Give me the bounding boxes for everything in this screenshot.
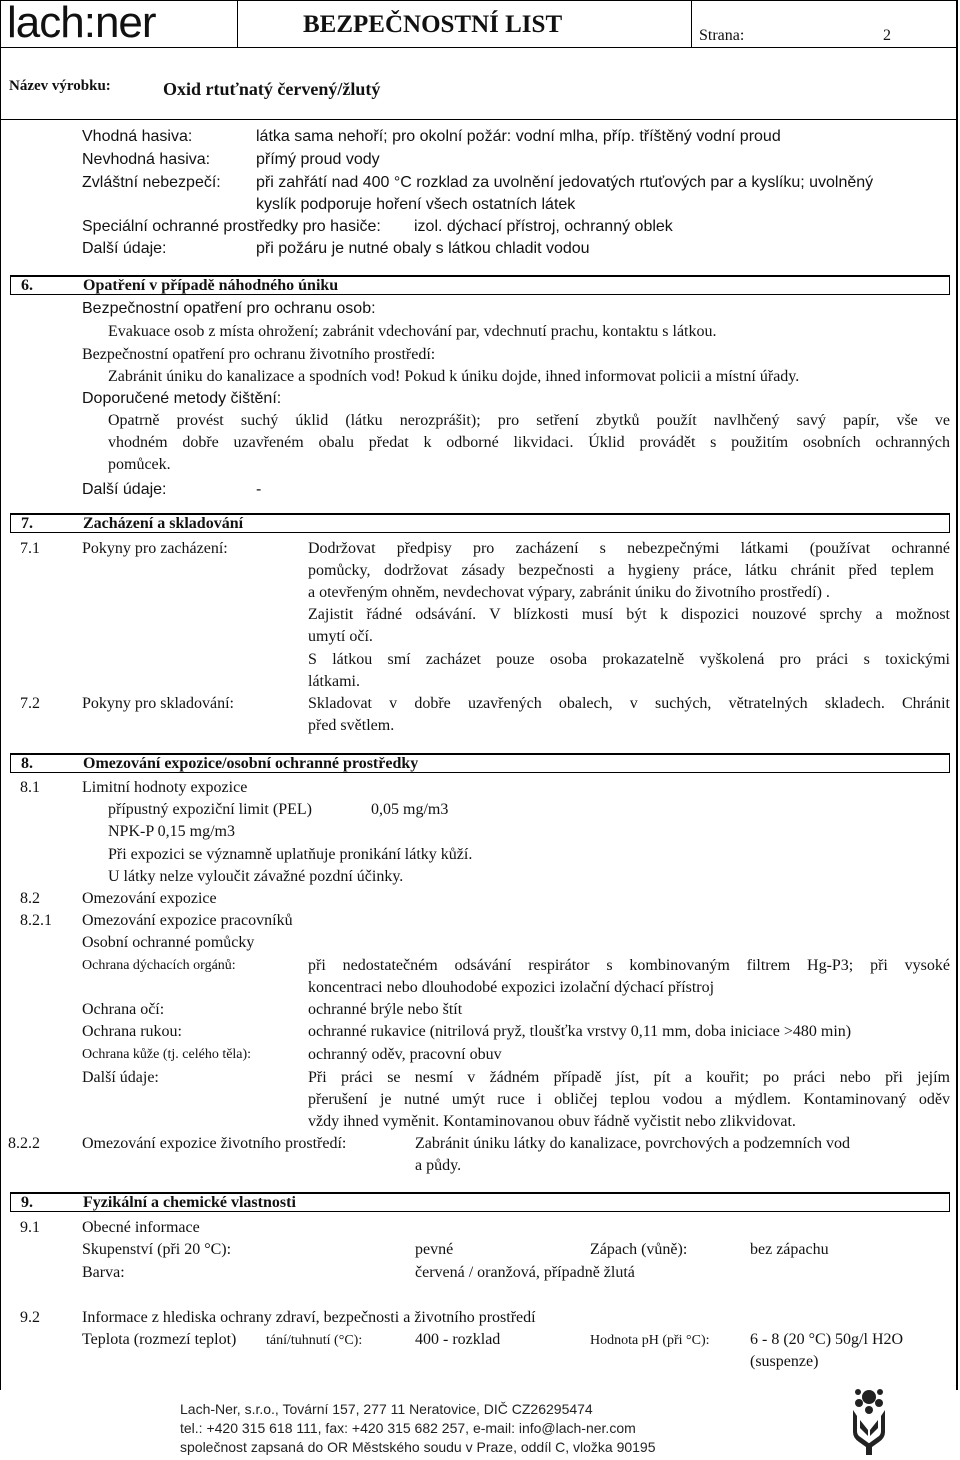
fire-other-label: Další údaje: (82, 240, 167, 257)
s8-2-1-label: Omezování expozice pracovníků (82, 912, 293, 929)
s8-1-number: 8.1 (20, 779, 40, 796)
section-7-title: Zacházení a skladování (83, 515, 244, 532)
s7-1-number: 7.1 (20, 540, 40, 557)
s7-1-line-7: látkami. (308, 673, 360, 690)
page-label: Strana: (699, 27, 745, 44)
s8-skin: Při expozici se významně uplatňuje pronikání látky kůží. (108, 846, 473, 863)
s7-1-line-5: umytí očí. (308, 628, 373, 645)
fire-value-3: při zahřátí nad 400 °C rozklad za uvolnění jedovatých rtuťových par a kyslíku; uvolněný (256, 174, 874, 191)
s8-hand-label: Ochrana rukou: (82, 1023, 182, 1040)
s6-clean-line-1: Opatrně provést suchý úklid (látku nerozprášit); pro setření zbytků použít navlhčený savý papír, vše ve (108, 412, 950, 429)
fire-special-value: izol. dýchací přístroj, ochranný oblek (414, 218, 673, 235)
s8-resp-line-2: koncentraci nebo dlouhodobé expozici izolační dýchací přístroj (308, 979, 715, 996)
section-6-header (10, 275, 950, 295)
section-9-title: Fyzikální a chemické vlastnosti (83, 1194, 296, 1211)
product-name: Oxid rtuťnatý červený/žlutý (163, 79, 381, 99)
s8-pel-value: 0,05 mg/m3 (371, 801, 449, 818)
s8-1-label: Limitní hodnoty expozice (82, 779, 248, 796)
company-footer (180, 1400, 656, 1457)
s8-2-2-number: 8.2.2 (8, 1135, 40, 1152)
product-label: Název výrobku: (9, 78, 111, 94)
s8-env-line-1: Zabránit úniku látky do kanalizace, povrchových a podzemních vod (415, 1135, 850, 1152)
s8-body-value: ochranný oděv, pracovní obuv (308, 1046, 502, 1063)
fire-other-value: při požáru je nutné obaly s látkou chladit vodou (256, 240, 590, 257)
fire-special-label: Speciální ochranné prostředky pro hasiče: (82, 218, 381, 235)
fire-value-1: látka sama nehoří; pro okolní požár: vodní mlha, příp. tříštěný vodní proud (256, 128, 781, 145)
s8-2-2-label: Omezování expozice životního prostředí: (82, 1135, 347, 1152)
s7-1-line-3: a otevřeným ohněm, nevdechovat výpary, zabránit úniku do životního prostředí) . (308, 584, 830, 601)
s8-resp-line-1: při nedostatečném odsávání respirátor s kombinovaným filtrem Hg-P3; při vysoké (308, 957, 950, 974)
fire-label-2: Nevhodná hasiva: (82, 151, 211, 168)
product-row (0, 48, 958, 120)
s8-other-line-2: přerušení je nutné umýt ruce i obličej teplou vodou a mýdlem. Kontaminovaný oděv (308, 1091, 950, 1108)
s6-clean-line-2: vhodném dobře uzavřeném obalu předat k odborné likvidaci. Úklid provádět s použitím osobních ochranných (108, 434, 950, 451)
fire-label-1: Vhodná hasiva: (82, 128, 193, 145)
s8-other-label: Další údaje: (82, 1069, 159, 1086)
s8-2-number: 8.2 (20, 890, 40, 907)
s9-temp-label-a: Teplota (rozmezí teplot) (82, 1331, 237, 1348)
s8-other-line-1: Při práci se nesmí v žádném případě jíst, pít a kouřit; po práci nebo při jejím (308, 1069, 950, 1086)
s9-color-label: Barva: (82, 1264, 125, 1281)
s8-body-label: Ochrana kůže (tj. celého těla): (82, 1047, 252, 1062)
s6-clean-label: Doporučené metody čištění: (82, 390, 282, 407)
s9-smell-value: bez zápachu (750, 1241, 829, 1258)
document-title: BEZPEČNOSTNÍ LIST (303, 11, 563, 38)
s7-1-line-6: S látkou smí zacházet pouze osoba prokazatelně vyškolená pro práci s toxickými (308, 651, 950, 668)
s8-eye-value: ochranné brýle nebo štít (308, 1001, 463, 1018)
s9-ph-value-2: (suspenze) (750, 1353, 819, 1370)
section-6-title: Opatření v případě náhodného úniku (83, 277, 339, 294)
s8-late: U látky nelze vyloučit závažné pozdní účinky. (108, 868, 404, 885)
fire-value-2: přímý proud vody (256, 151, 380, 168)
s9-1-number: 9.1 (20, 1219, 40, 1236)
s6-env-label: Bezpečnostní opatření pro ochranu životního prostředí: (82, 346, 436, 363)
company-logo: lach:ner (7, 0, 156, 47)
fire-label-3: Zvláštní nebezpečí: (82, 174, 221, 191)
s7-2-line-2: před světlem. (308, 717, 395, 734)
s6-other-label: Další údaje: (82, 481, 167, 498)
s9-1-label: Obecné informace (82, 1219, 200, 1236)
s8-eye-label: Ochrana očí: (82, 1001, 165, 1018)
s7-2-label: Pokyny pro skladování: (82, 695, 234, 712)
footer-line-2: tel.: +420 315 618 111, fax: +420 315 682 257, e-mail: info@lach-ner.com (180, 1420, 636, 1436)
s7-1-line-4: Zajistit řádné odsávání. V blízkosti musí být k dispozici nouzové sprchy a možnost (308, 606, 950, 623)
fire-value-3b: kyslík podporuje hoření všech ostatních látek (256, 196, 576, 213)
safety-hands-icon (850, 1386, 888, 1456)
s9-2-label: Informace z hlediska ochrany zdraví, bezpečnosti a životního prostředí (82, 1309, 536, 1326)
s8-resp-label: Ochrana dýchacích orgánů: (82, 958, 236, 973)
section-8-header (10, 753, 950, 773)
s9-state-label: Skupenství (při 20 °C): (82, 1241, 232, 1258)
s7-1-label: Pokyny pro zacházení: (82, 540, 228, 557)
section-7-number: 7. (21, 515, 33, 532)
s9-temp-value: 400 - rozklad (415, 1331, 501, 1348)
s8-npk: NPK-P 0,15 mg/m3 (108, 823, 235, 840)
s8-2-1-number: 8.2.1 (20, 912, 52, 929)
page-number: 2 (883, 27, 891, 44)
s8-hand-value: ochranné rukavice (nitrilová pryž, tloušťka vrstvy 0,11 mm, doba iniciace >480 min) (308, 1023, 852, 1040)
footer-line-1: Lach-Ner, s.r.o., Tovární 157, 277 11 Neratovice, DIČ CZ26295474 (180, 1401, 593, 1417)
s9-temp-label-b: tání/tuhnutí (°C): (266, 1333, 363, 1348)
logo-cell (1, 1, 238, 48)
s6-clean-line-3: pomůcek. (108, 456, 171, 473)
s9-2-number: 9.2 (20, 1309, 40, 1326)
s7-2-number: 7.2 (20, 695, 40, 712)
s8-pel-label: přípustný expoziční limit (PEL) (108, 801, 312, 818)
s6-env-text: Zabránit úniku do kanalizace a spodních vod! Pokud k úniku dojde, ihned informovat policii a místní úřady. (108, 368, 800, 385)
s7-1-line-2: pomůcky, dodržovat zásady bezpečnosti a hygieny práce, látku chránit před teplem (308, 562, 934, 579)
s7-2-line-1: Skladovat v dobře uzavřených obalech, v suchých, větratelných skladech. Chránit (308, 695, 950, 712)
section-7-header (10, 513, 950, 533)
s6-persons-label: Bezpečnostní opatření pro ochranu osob: (82, 300, 376, 317)
s8-env-line-2: a půdy. (415, 1157, 462, 1174)
section-8-number: 8. (21, 755, 33, 772)
document-header (0, 0, 958, 48)
section-6-number: 6. (21, 277, 33, 294)
s8-other-line-3: vždy ihned vyměnit. Kontaminovanou obuv řádně vyčistit nebo zlikvidovat. (308, 1113, 796, 1130)
s9-state-value: pevné (415, 1241, 454, 1258)
footer-line-3: společnost zapsaná do OR Městského soudu v Praze, oddíl C, vložka 90195 (180, 1439, 656, 1455)
s7-1-line-1: Dodržovat předpisy pro zacházení s nebezpečnými látkami (používat ochranné (308, 540, 950, 557)
s8-ppe-heading: Osobní ochranné pomůcky (82, 934, 255, 951)
section-8-title: Omezování expozice/osobní ochranné prostředky (83, 755, 419, 772)
s9-ph-value: 6 - 8 (20 °C) 50g/l H2O (750, 1331, 904, 1348)
title-cell (237, 1, 692, 48)
section-9-header (10, 1192, 950, 1212)
s8-2-label: Omezování expozice (82, 890, 217, 907)
page-cell (691, 1, 957, 48)
s6-other-value: - (256, 481, 262, 498)
s9-smell-label: Zápach (vůně): (590, 1241, 688, 1258)
s9-ph-label: Hodnota pH (při °C): (590, 1333, 710, 1348)
s6-persons-text: Evakuace osob z místa ohrožení; zabránit vdechování par, vdechnutí prachu, kontaktu s látkou. (108, 323, 717, 340)
section-9-number: 9. (21, 1194, 33, 1211)
s9-color-value: červená / oranžová, případně žlutá (415, 1264, 635, 1281)
